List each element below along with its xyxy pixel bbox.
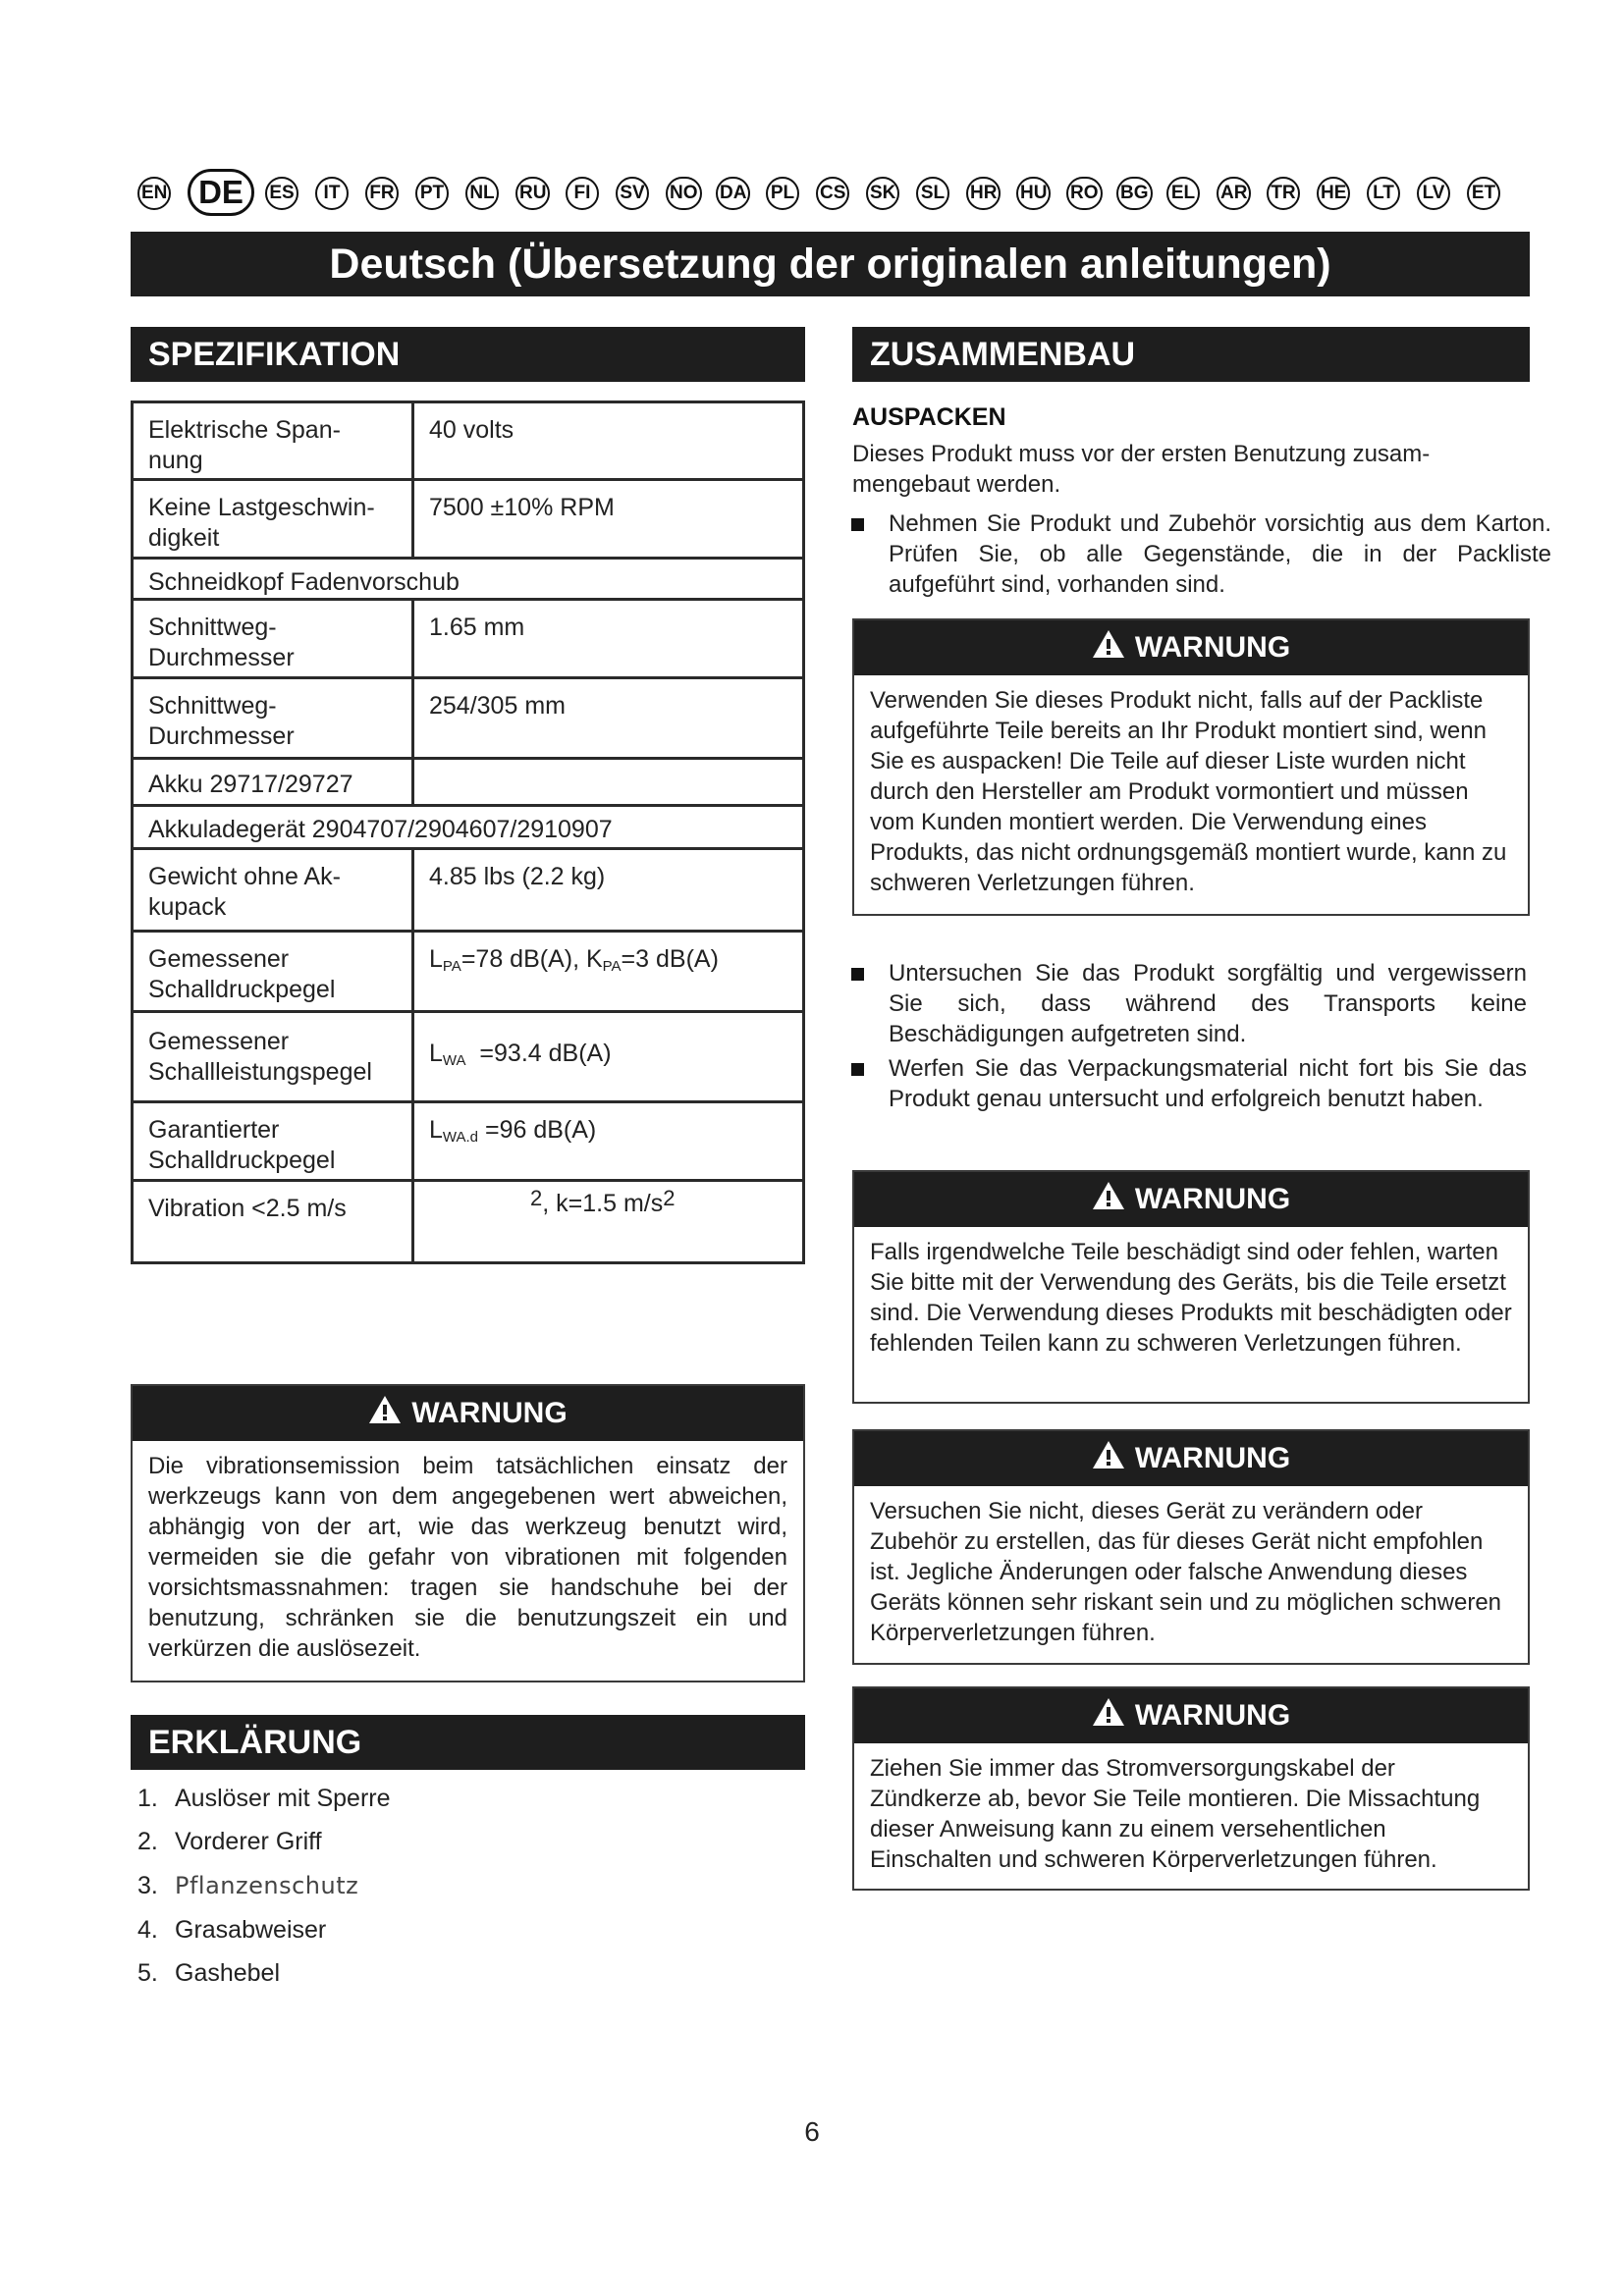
warning-bar [854, 1688, 1528, 1743]
spec-value: $L_{PA}=78$ dB(A), $K_{PA}=3$ dB(A) [413, 932, 804, 1012]
language-tab-nl[interactable]: NL [465, 177, 499, 210]
spec-heading: SPEZIFIKATION [131, 327, 805, 382]
spec-row [133, 806, 804, 849]
spec-row [133, 480, 804, 559]
bullet-icon [851, 968, 864, 981]
spec-row [133, 600, 804, 678]
warning-triangle-icon [1092, 629, 1125, 667]
page-number: 6 [804, 2116, 820, 2147]
spec-value: 254/305 mm [413, 678, 804, 759]
spec-value: 4.85 lbs (2.2 kg) [413, 849, 804, 932]
warning-title: WARNUNG [1134, 631, 1291, 664]
warning-text: Falls irgendwelche Teile beschädigt sind oder fehlen, warten Sie bitte mit der Verwendung des Geräts, bis die Teile ersetzt sind. Die Verwendung dieses Produkts mit beschädigten oder fehlenden Teilen kann zu schweren Verletzungen führen. [870, 1239, 1512, 1357]
spec-label: Elektrische Span- nung [133, 402, 413, 480]
warning-title: WARNUNG [1134, 1183, 1291, 1215]
language-tab-sl[interactable]: SL [916, 177, 949, 210]
vibration-warning-box [131, 1384, 805, 1682]
unpacking-intro: Dieses Produkt muss vor der ersten Benutzung zusam- mengebaut werden. [852, 441, 1431, 498]
list-item: 5. Gashebel [137, 1958, 281, 1987]
language-tab-sk[interactable]: SK [866, 177, 899, 210]
language-tab-bg[interactable]: BG [1116, 177, 1153, 210]
language-tab-el[interactable]: EL [1166, 177, 1200, 210]
warning-text: Versuchen Sie nicht, dieses Gerät zu verändern oder Zubehör zu erstellen, das für dieses Gerät nicht empfohlen ist. Jegliche Änderungen oder falsche Anwendung dieses Geräts können sehr riskant sein und zu möglichen schweren Körperverletzungen führen. [870, 1498, 1502, 1646]
language-tab-tr[interactable]: TR [1267, 177, 1300, 210]
warning-bar [854, 620, 1528, 675]
language-tab-it[interactable]: IT [315, 177, 349, 210]
language-tab-ru[interactable]: RU [515, 177, 550, 210]
spec-label: Schneidkopf Fadenvorschub [133, 559, 804, 600]
spec-row [133, 678, 804, 759]
spec-value: $L_{WA.d} =96$ dB(A) [413, 1102, 804, 1181]
spec-label: Schnittweg- Durchmesser [133, 678, 413, 759]
spec-row [133, 1181, 804, 1263]
language-tab-no[interactable]: NO [666, 177, 702, 210]
spec-row [133, 559, 804, 600]
warning-title: WARNUNG [1134, 1442, 1291, 1474]
list-item: 4. Grasabweiser [137, 1915, 327, 1944]
bullet-icon [851, 1063, 864, 1076]
legend-list [137, 1777, 391, 1995]
warning-box [852, 618, 1530, 916]
warning-title: WARNUNG [1134, 1699, 1291, 1732]
spec-label: Gemessener Schalldruckpegel [133, 932, 413, 1012]
spec-row [133, 402, 804, 480]
language-tab-et[interactable]: ET [1467, 177, 1500, 210]
bullet-list [849, 958, 1527, 1118]
list-item: Untersuchen Sie das Produkt sorgfältig und vergewissern Sie sich, dass während des Transports keine Beschädigungen aufgetreten sind. [849, 958, 1527, 1049]
spec-value: $L_{WA} =93.4$ dB(A) [413, 1012, 804, 1102]
language-tabs [137, 167, 1512, 218]
warning-triangle-icon [1092, 1440, 1125, 1477]
spec-value: 40 volts [413, 402, 804, 480]
language-tab-he[interactable]: HE [1317, 177, 1350, 210]
list-item: 1. Auslöser mit Sperre [137, 1784, 391, 1812]
bullet-list [849, 508, 1551, 604]
legend-heading: ERKLÄRUNG [131, 1715, 805, 1770]
language-tab-lt[interactable]: LT [1367, 177, 1400, 210]
language-tab-ar[interactable]: AR [1217, 177, 1251, 210]
language-tab-sv[interactable]: SV [616, 177, 649, 210]
spec-label: Garantierter Schalldruckpegel [133, 1102, 413, 1181]
warning-box [852, 1429, 1530, 1665]
language-tab-es[interactable]: ES [265, 177, 298, 210]
list-item: 2. Vorderer Griff [137, 1827, 322, 1855]
spec-label: Schnittweg- Durchmesser [133, 600, 413, 678]
spec-row [133, 1012, 804, 1102]
language-tab-cs[interactable]: CS [816, 177, 849, 210]
unpacking-subheading: AUSPACKEN [852, 403, 1006, 431]
language-tab-en[interactable]: EN [137, 177, 171, 210]
spec-row [133, 759, 804, 806]
spec-row [133, 1102, 804, 1181]
language-tab-ro[interactable]: RO [1066, 177, 1103, 210]
spec-row [133, 932, 804, 1012]
spec-value: $^2$, k=1.5 $m/s^2$ [413, 1181, 804, 1263]
warning-triangle-icon [1092, 1181, 1125, 1218]
page-title: Deutsch (Übersetzung der originalen anleitungen) [131, 232, 1530, 296]
spec-label: Akku 29717/29727 [133, 759, 413, 806]
spec-value: 7500 ±10% RPM [413, 480, 804, 559]
language-tab-hr[interactable]: HR [966, 177, 1001, 210]
spec-row [133, 849, 804, 932]
language-tab-fi[interactable]: FI [566, 177, 599, 210]
spec-label: Vibration <2.5 m/s [133, 1181, 413, 1263]
spec-label: Keine Lastgeschwin- digkeit [133, 480, 413, 559]
language-tab-hu[interactable]: HU [1016, 177, 1051, 210]
warning-box [852, 1170, 1530, 1404]
language-tab-pt[interactable]: PT [415, 177, 449, 210]
spec-value: 1.65 mm [413, 600, 804, 678]
spec-value [413, 759, 804, 806]
warning-text: Die vibrationsemission beim tatsächlichen einsatz der werkzeugs kann von dem angegebenen wert abweichen, abhängig von der art, wie das werkzeug benutzt wird, vermeiden sie die gefahr von vibrationen mit folgenden vorsichtsmassnahmen: tragen sie handschuhe bei der benutzung, schränken sie die benutzungszeit ein und verkürzen die auslösezeit. [148, 1453, 787, 1662]
warning-box [852, 1686, 1530, 1891]
language-tab-lv[interactable]: LV [1417, 177, 1450, 210]
spec-label: Gemessener Schallleistungspegel [133, 1012, 413, 1102]
language-tab-fr[interactable]: FR [365, 177, 399, 210]
spec-label: Gewicht ohne Ak- kupack [133, 849, 413, 932]
warning-bar [854, 1431, 1528, 1486]
spec-table [131, 400, 805, 1264]
warning-text: Verwenden Sie dieses Produkt nicht, falls auf der Packliste aufgeführte Teile bereits an Ihr Produkt montiert sind, wenn Sie es auspacken! Die Teile auf dieser Liste wurden nicht durch den Hersteller am Produkt vormontiert und müssen vom Kunden montiert werden. Die Verwendung eines Produkts, das nicht ordnungsgemäß montiert wurde, kann zu schweren Verletzungen führen. [870, 687, 1507, 896]
assembly-heading: ZUSAMMENBAU [852, 327, 1530, 382]
list-item: 3. Pflanzenschutz [137, 1871, 359, 1899]
warning-bar [854, 1172, 1528, 1227]
language-tab-da[interactable]: DA [716, 177, 750, 210]
language-tab-de[interactable]: DE [188, 169, 254, 216]
warning-title: WARNUNG [411, 1397, 568, 1429]
warning-bar [133, 1386, 803, 1441]
spec-label: Akkuladegerät 2904707/2904607/2910907 [133, 806, 804, 849]
bullet-icon [851, 518, 864, 531]
language-tab-pl[interactable]: PL [766, 177, 799, 210]
warning-text: Ziehen Sie immer das Stromversorgungskabel der Zündkerze ab, bevor Sie Teile montieren. Die Missachtung dieser Anweisung kann zu einem versehentlichen Einschalten und schweren Körperverletzungen führen. [870, 1755, 1481, 1873]
list-item: Werfen Sie das Verpackungsmaterial nicht fort bis Sie das Produkt genau untersucht und erfolgreich benutzt haben. [849, 1053, 1527, 1114]
warning-triangle-icon [1092, 1697, 1125, 1735]
warning-triangle-icon [368, 1395, 402, 1432]
list-item: Nehmen Sie Produkt und Zubehör vorsichtig aus dem Karton. Prüfen Sie, ob alle Gegenstände, die in der Packliste aufgeführt sind, vorhanden sind. [849, 508, 1551, 600]
